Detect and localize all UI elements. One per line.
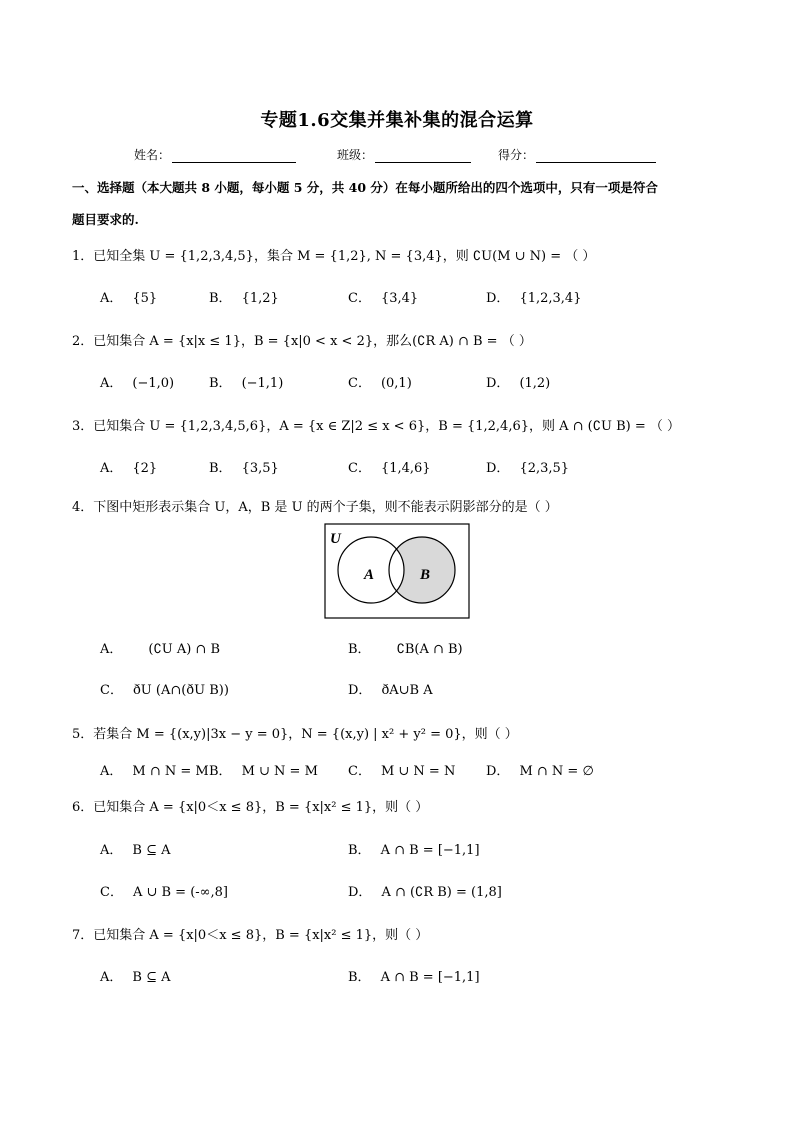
option-label: C． (348, 461, 371, 476)
q4-option-b[interactable] (348, 638, 463, 657)
q3-option-d[interactable] (486, 457, 569, 476)
q6-option-b[interactable] (348, 839, 480, 858)
venn-label-a: A (364, 567, 375, 583)
q4-option-a[interactable] (100, 638, 220, 657)
option-label: D． (486, 376, 510, 391)
option-label: B． (209, 376, 232, 391)
question-2: 2．已知集合 A = {x|x ≤ 1}，B = {x|0 < x < 2}，那么(∁R A) ∩ B = （ ） (72, 334, 532, 349)
q3-option-c[interactable] (348, 457, 431, 476)
option-text: {2,3,5} (519, 461, 570, 476)
q5-option-b[interactable] (209, 760, 318, 779)
score-blank[interactable] (536, 150, 656, 163)
option-text: (0,1) (380, 376, 412, 391)
option-label: B． (348, 843, 371, 858)
option-label: C． (348, 376, 371, 391)
option-label: D． (348, 885, 372, 900)
option-label: C． (100, 885, 123, 900)
option-text: A ∩ B = [−1,1] (380, 970, 480, 985)
option-text: {1,2,3,4} (519, 291, 582, 306)
option-text: M ∩ N = ∅ (519, 764, 594, 779)
option-label: A． (100, 764, 123, 779)
question-5: 5．若集合 M = {(x,y)|3x − y = 0}，N = {(x,y) | x² + y² = 0}，则（ ） (72, 727, 518, 742)
class-label: 班级： (337, 148, 374, 162)
question-7: 7．已知集合 A = {x|0＜x ≤ 8}，B = {x|x² ≤ 1}，则（ ） (72, 928, 429, 943)
option-label: A． (100, 843, 123, 858)
option-label: D． (486, 291, 510, 306)
q1-option-b[interactable] (209, 287, 279, 306)
option-label: A． (100, 291, 123, 306)
q4-option-d[interactable] (348, 679, 433, 698)
option-label: B． (209, 461, 232, 476)
question-4: 4．下图中矩形表示集合 U，A，B 是 U 的两个子集，则不能表示阴影部分的是（ ） (72, 500, 558, 515)
q5-option-a[interactable] (100, 760, 209, 779)
option-text: A ∩ B = [−1,1] (380, 843, 480, 858)
q2-option-d[interactable] (486, 372, 550, 391)
score-field[interactable] (498, 146, 656, 163)
q1-option-c[interactable] (348, 287, 418, 306)
section-heading-line1: 一、选择题（本大题共 8 小题，每小题 5 分，共 40 分）在每小题所给出的四个选项中，只有一项是符合 (72, 180, 658, 195)
venn-label-u: U (330, 531, 341, 547)
option-label: B． (209, 291, 232, 306)
option-label: D． (486, 461, 510, 476)
q2-option-b[interactable] (209, 372, 283, 391)
q5-option-c[interactable] (348, 760, 455, 779)
option-text: A ∪ B = (-∞,8] (132, 885, 228, 900)
class-blank[interactable] (375, 150, 471, 163)
section-heading-line2: 题目要求的. (72, 212, 139, 227)
name-label: 姓名： (134, 148, 171, 162)
option-text: ∁B(A ∩ B) (396, 642, 463, 657)
q1-option-d[interactable] (486, 287, 581, 306)
option-label: B． (348, 970, 371, 985)
option-label: A． (100, 376, 123, 391)
option-label: C． (100, 683, 123, 698)
q6-option-a[interactable] (100, 839, 171, 858)
option-text: {3,5} (241, 461, 279, 476)
option-text: (∁U A) ∩ B (148, 642, 220, 657)
question-3: 3．已知集合 U = {1,2,3,4,5,6}，A = {x ∈ Z|2 ≤ x < 6}，B = {1,2,4,6}，则 A ∩ (∁U B) = （ ） (72, 419, 681, 434)
q6-option-d[interactable] (348, 881, 502, 900)
option-text: B ⊆ A (132, 843, 171, 858)
question-6: 6．已知集合 A = {x|0＜x ≤ 8}，B = {x|x² ≤ 1}，则（ ） (72, 800, 429, 815)
option-text: ðU (A∩(ðU B)) (132, 683, 229, 698)
name-blank[interactable] (172, 150, 296, 163)
option-text: M ∪ N = M (241, 764, 318, 779)
option-label: B． (348, 642, 371, 657)
option-text: (1,2) (519, 376, 551, 391)
option-text: (−1,1) (241, 376, 284, 391)
q3-option-b[interactable] (209, 457, 279, 476)
q6-option-c[interactable] (100, 881, 228, 900)
score-label: 得分： (498, 148, 535, 162)
option-text: {1,4,6} (380, 461, 431, 476)
name-field[interactable] (134, 146, 296, 163)
option-label: C． (348, 764, 371, 779)
option-label: C． (348, 291, 371, 306)
option-text: A ∩ (∁R B) = (1,8] (381, 885, 502, 900)
option-label: B． (209, 764, 232, 779)
q7-option-a[interactable] (100, 966, 171, 985)
option-text: {1,2} (241, 291, 279, 306)
option-text: {5} (132, 291, 158, 306)
option-text: {2} (132, 461, 158, 476)
option-label: A． (100, 642, 123, 657)
option-label: D． (348, 683, 372, 698)
option-text: B ⊆ A (132, 970, 171, 985)
option-text: {3,4} (380, 291, 419, 306)
option-text: ðA∪B A (381, 683, 433, 698)
q5-option-d[interactable] (486, 760, 594, 779)
option-text: M ∪ N = N (380, 764, 456, 779)
q2-option-a[interactable] (100, 372, 174, 391)
option-label: A． (100, 461, 123, 476)
q3-option-a[interactable] (100, 457, 157, 476)
q2-option-c[interactable] (348, 372, 412, 391)
venn-diagram (324, 523, 470, 619)
q4-option-c[interactable] (100, 679, 229, 698)
class-field[interactable] (337, 146, 471, 163)
option-label: D． (486, 764, 510, 779)
venn-label-b: B (420, 567, 431, 583)
question-1: 1．已知全集 U = {1,2,3,4,5}，集合 M = {1,2}, N = {3,4}，则 ∁U(M ∪ N) = （ ） (72, 249, 596, 264)
page-title: 专题1.6交集并集补集的混合运算 (260, 110, 534, 131)
option-label: A． (100, 970, 123, 985)
option-text: M ∩ N = M (132, 764, 209, 779)
option-text: (−1,0) (132, 376, 175, 391)
q7-option-b[interactable] (348, 966, 480, 985)
q1-option-a[interactable] (100, 287, 157, 306)
